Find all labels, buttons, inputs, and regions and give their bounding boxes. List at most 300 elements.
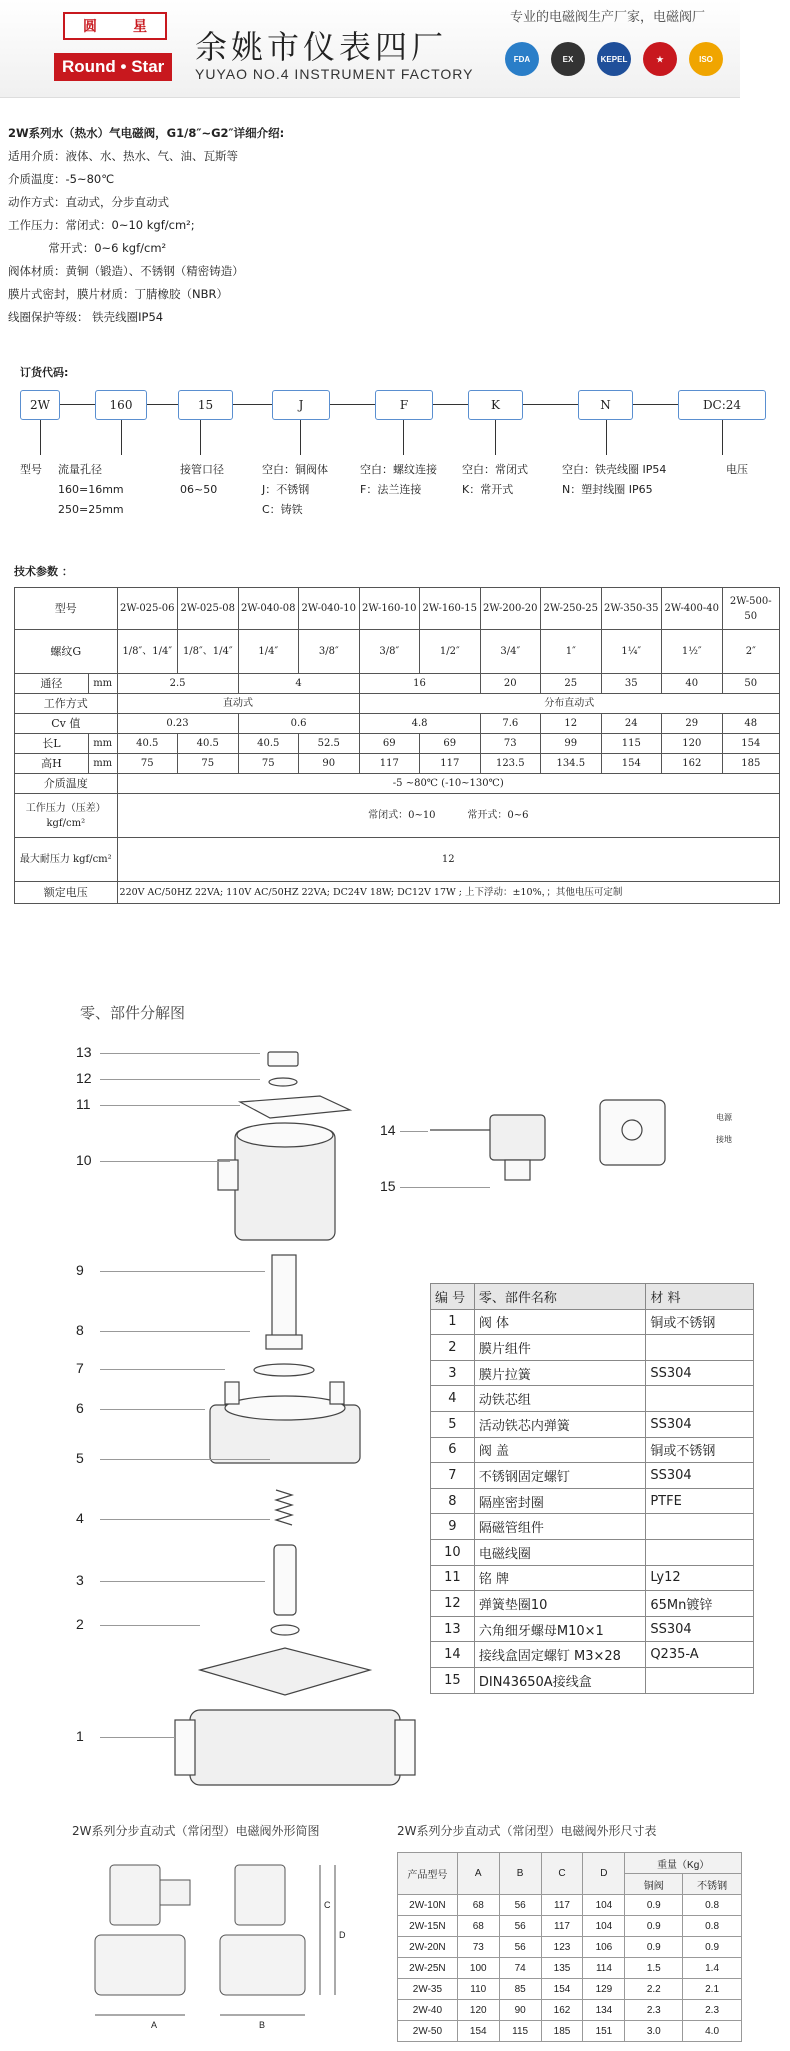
thread-cell: 1/8″、1/4″ xyxy=(117,630,178,674)
cv-cell: 24 xyxy=(601,714,662,734)
table-row xyxy=(431,1488,754,1514)
leader-line xyxy=(100,1519,270,1520)
height-cell: 75 xyxy=(117,754,178,774)
tech-table xyxy=(14,587,780,904)
tech-row-thread xyxy=(15,630,780,674)
legend-line: C：铸铁 xyxy=(262,503,303,516)
cell: 隔座密封圈 xyxy=(474,1488,645,1514)
leader-line xyxy=(100,1079,260,1080)
factory-name: 余姚市仪表四厂 xyxy=(195,28,448,66)
thread-cell: 3/8″ xyxy=(359,630,420,674)
legend-line: N：塑封线圈 IP65 xyxy=(562,483,653,496)
legend-line: 空白：铜阀体 xyxy=(262,463,328,476)
cell: 90 xyxy=(499,2000,541,2021)
voltage-cell: 220V AC/50HZ 22VA; 110V AC/50HZ 22VA; DC24V 18W; DC12V 17W ; 上下浮动：±10%，；其他电压可定制 xyxy=(117,882,779,904)
cell: 隔磁管组件 xyxy=(474,1514,645,1540)
tech-row-length xyxy=(15,734,780,754)
code-drop xyxy=(722,420,723,455)
screw-part xyxy=(225,1382,239,1404)
dim-letter: B xyxy=(259,2020,266,2030)
bore-cell: 16 xyxy=(359,674,480,694)
cv-cell: 7.6 xyxy=(480,714,541,734)
cell: 0.9 xyxy=(683,1937,742,1958)
tech-row-height xyxy=(15,754,780,774)
table-row xyxy=(398,1979,742,2000)
logo-text: Round • Star xyxy=(54,53,172,81)
cell: 2W-50 xyxy=(398,2021,458,2042)
cell: 154 xyxy=(457,2021,499,2042)
intro-line: 线圈保护等级： 铁壳线圈IP54 xyxy=(8,310,164,324)
length-cell: 115 xyxy=(601,734,662,754)
logo-char-1: 圆 xyxy=(83,19,97,35)
height-cell: 75 xyxy=(238,754,299,774)
col-header: A xyxy=(457,1853,499,1895)
code-box: 15 xyxy=(178,390,233,420)
cell xyxy=(646,1539,754,1565)
cell: SS304 xyxy=(646,1411,754,1437)
cell: Ly12 xyxy=(646,1565,754,1591)
cell: 2.1 xyxy=(683,1979,742,2000)
thread-cell: 1/2″ xyxy=(420,630,481,674)
intro-line: 适用介质：液体、水、热水、气、油、瓦斯等 xyxy=(8,149,238,163)
cell: 114 xyxy=(583,1958,625,1979)
row-label: Cv 值 xyxy=(15,714,118,734)
cell xyxy=(646,1667,754,1693)
model-cell: 2W-160-15 xyxy=(420,588,481,630)
body-port xyxy=(175,1720,195,1775)
leader-line xyxy=(100,1459,270,1460)
table-row xyxy=(398,1895,742,1916)
part-number: 3 xyxy=(76,1572,84,1588)
cell: 膜片拉簧 xyxy=(474,1360,645,1386)
length-cell: 120 xyxy=(662,734,723,754)
row-label: 介质温度 xyxy=(15,774,118,794)
cell: 13 xyxy=(431,1616,475,1642)
table-row xyxy=(398,1958,742,1979)
row-label: 工作压力（压差）kgf/cm² xyxy=(15,794,118,838)
leader-line xyxy=(100,1581,265,1582)
factory-name-en: YUYAO NO.4 INSTRUMENT FACTORY xyxy=(195,66,474,82)
cell: 104 xyxy=(583,1916,625,1937)
legend-line: F：法兰连接 xyxy=(360,483,422,496)
temp-cell: -5 ~80℃ (-10~130℃) xyxy=(117,774,779,794)
outline-drawing xyxy=(80,1845,370,2035)
cell: 56 xyxy=(499,1937,541,1958)
cell: 接线盒固定螺钉 M3×28 xyxy=(474,1642,645,1668)
cert-icons xyxy=(505,42,723,76)
intro-title: 2W系列水（热水）气电磁阀，G1/8″~G2″详细介绍: xyxy=(8,126,285,140)
dims-table xyxy=(397,1852,742,2042)
legend-type: 型号 xyxy=(20,463,42,476)
cell: 0.8 xyxy=(683,1916,742,1937)
slogan: 专业的电磁阀生产厂家，电磁阀厂 xyxy=(510,10,706,25)
length-cell: 73 xyxy=(480,734,541,754)
part-number: 10 xyxy=(76,1152,92,1168)
cell: Q235-A xyxy=(646,1642,754,1668)
cell: 56 xyxy=(499,1916,541,1937)
unit-cell: mm xyxy=(88,754,117,774)
thread-cell: 1/4″ xyxy=(238,630,299,674)
diaphragm-part xyxy=(200,1648,370,1695)
cert-icon: ISO xyxy=(689,42,723,76)
leader-line xyxy=(100,1331,250,1332)
bore-cell: 20 xyxy=(480,674,541,694)
height-cell: 134.5 xyxy=(541,754,602,774)
col-header: 铜阀 xyxy=(625,1874,683,1895)
bonnet-top xyxy=(225,1396,345,1420)
length-cell: 40.5 xyxy=(178,734,239,754)
nameplate-part xyxy=(240,1096,350,1118)
cell xyxy=(646,1335,754,1361)
cell: 8 xyxy=(431,1488,475,1514)
maxp-cell: 12 xyxy=(117,838,779,882)
cell: 85 xyxy=(499,1979,541,2000)
legend-line: 流量孔径 xyxy=(58,463,102,476)
cell: 1.4 xyxy=(683,1958,742,1979)
thread-cell: 1½″ xyxy=(662,630,723,674)
row-label: 工作方式 xyxy=(15,694,118,714)
cell: 2.3 xyxy=(625,2000,683,2021)
length-cell: 154 xyxy=(722,734,779,754)
leader-line xyxy=(400,1131,428,1132)
action-cell: 直动式 xyxy=(117,694,359,714)
legend-conn xyxy=(360,460,437,500)
cell: 68 xyxy=(457,1895,499,1916)
model-cell: 2W-040-08 xyxy=(238,588,299,630)
code-box: K xyxy=(468,390,523,420)
cell: SS304 xyxy=(646,1463,754,1489)
cell: 65Mn镀锌 xyxy=(646,1591,754,1617)
cell: 117 xyxy=(541,1895,583,1916)
height-cell: 75 xyxy=(178,754,239,774)
cell: 5 xyxy=(431,1411,475,1437)
col-header: 零、部件名称 xyxy=(474,1284,645,1310)
cell: 3 xyxy=(431,1360,475,1386)
cell: 110 xyxy=(457,1979,499,2000)
cell: 6 xyxy=(431,1437,475,1463)
table-row xyxy=(431,1539,754,1565)
cell: 151 xyxy=(583,2021,625,2042)
leader-line xyxy=(100,1271,265,1272)
cell: 4 xyxy=(431,1386,475,1412)
model-cell: 2W-400-40 xyxy=(662,588,723,630)
col-header: 编 号 xyxy=(431,1284,475,1310)
exploded-title: 零、部件分解图 xyxy=(80,1004,186,1022)
legend-voltage: 电压 xyxy=(726,463,748,476)
model-cell: 2W-250-25 xyxy=(541,588,602,630)
cell: 2W-10N xyxy=(398,1895,458,1916)
code-box: DC:24 xyxy=(678,390,766,420)
intro-line: 阀体材质：黄铜（锻造）、不锈钢（精密铸造） xyxy=(8,264,244,278)
cell: 不锈钢固定螺钉 xyxy=(474,1463,645,1489)
dim-letter: D xyxy=(339,1930,346,1940)
table-row xyxy=(431,1360,754,1386)
table-row xyxy=(398,2000,742,2021)
model-cell: 2W-040-10 xyxy=(299,588,360,630)
action-cell: 分布直动式 xyxy=(359,694,779,714)
cell: 14 xyxy=(431,1642,475,1668)
height-cell: 117 xyxy=(359,754,420,774)
cell: 1.5 xyxy=(625,1958,683,1979)
outline-title: 2W系列分步直动式（常闭型）电磁阀外形简图 xyxy=(72,1824,320,1838)
part-number: 4 xyxy=(76,1510,84,1526)
tech-row-model xyxy=(15,588,780,630)
height-cell: 162 xyxy=(662,754,723,774)
cell: 阀 盖 xyxy=(474,1437,645,1463)
table-row xyxy=(431,1386,754,1412)
model-cell: 2W-160-10 xyxy=(359,588,420,630)
part-number: 13 xyxy=(76,1044,92,1060)
part-number: 5 xyxy=(76,1450,84,1466)
cv-cell: 48 xyxy=(722,714,779,734)
length-cell: 40.5 xyxy=(238,734,299,754)
front-coil xyxy=(110,1865,160,1925)
parts-header xyxy=(431,1284,754,1310)
code-drop xyxy=(121,420,122,455)
cell: 135 xyxy=(541,1958,583,1979)
tech-row-cv xyxy=(15,714,780,734)
cert-icon: FDA xyxy=(505,42,539,76)
code-box: J xyxy=(272,390,330,420)
model-cell: 2W-200-20 xyxy=(480,588,541,630)
junction-box-hole xyxy=(622,1120,642,1140)
part-number: 12 xyxy=(76,1070,92,1086)
cert-icon: EX xyxy=(551,42,585,76)
bore-cell: 35 xyxy=(601,674,662,694)
coil-top xyxy=(237,1123,333,1147)
cell: 56 xyxy=(499,1895,541,1916)
row-label: 通径 xyxy=(15,674,89,694)
cell: 电磁线圈 xyxy=(474,1539,645,1565)
legend-coil xyxy=(562,460,666,500)
part-number: 1 xyxy=(76,1728,84,1744)
code-drop xyxy=(495,420,496,455)
height-cell: 90 xyxy=(299,754,360,774)
body-part xyxy=(190,1710,400,1785)
thread-cell: 1/8″、1/4″ xyxy=(178,630,239,674)
cell: 73 xyxy=(457,1937,499,1958)
code-drop xyxy=(300,420,301,455)
cell: 2W-25N xyxy=(398,1958,458,1979)
unit-cell: mm xyxy=(88,674,117,694)
part-number: 6 xyxy=(76,1400,84,1416)
cert-icon: KEPEL xyxy=(597,42,631,76)
logo-badge xyxy=(63,12,167,40)
nut-part xyxy=(268,1052,298,1066)
tech-row-bore xyxy=(15,674,780,694)
cv-cell: 4.8 xyxy=(359,714,480,734)
code-box: F xyxy=(375,390,433,420)
cell: 9 xyxy=(431,1514,475,1540)
table-row xyxy=(431,1642,754,1668)
code-drop xyxy=(403,420,404,455)
cell: 铭 牌 xyxy=(474,1565,645,1591)
legend-line: 06~50 xyxy=(180,483,218,496)
intro-line: 工作压力：常闭式：0~10 kgf/cm²; xyxy=(8,218,195,232)
cell: 129 xyxy=(583,1979,625,2000)
cell: 铜或不锈钢 xyxy=(646,1309,754,1335)
pressure-cell: 常闭式：0~10 常开式：0~6 xyxy=(117,794,779,838)
col-header: 产品型号 xyxy=(398,1853,458,1895)
cv-cell: 0.6 xyxy=(238,714,359,734)
dim-letter: C xyxy=(324,1900,331,1910)
code-box: N xyxy=(578,390,633,420)
cell: 7 xyxy=(431,1463,475,1489)
bore-cell: 4 xyxy=(238,674,359,694)
cell: 阀 体 xyxy=(474,1309,645,1335)
model-cell: 2W-025-06 xyxy=(117,588,178,630)
leader-line xyxy=(100,1409,205,1410)
cell: 115 xyxy=(499,2021,541,2042)
legend-line: 空白：常闭式 xyxy=(462,463,528,476)
cell: 0.9 xyxy=(625,1895,683,1916)
part-number: 7 xyxy=(76,1360,84,1376)
side-label: 电源 xyxy=(716,1113,732,1122)
code-box: 160 xyxy=(95,390,147,420)
length-cell: 69 xyxy=(420,734,481,754)
cell: 106 xyxy=(583,1937,625,1958)
part-number: 11 xyxy=(76,1096,91,1112)
bore-cell: 2.5 xyxy=(117,674,238,694)
col-header: B xyxy=(499,1853,541,1895)
cell: 铜或不锈钢 xyxy=(646,1437,754,1463)
tube-part xyxy=(272,1255,296,1345)
table-row xyxy=(431,1335,754,1361)
length-cell: 52.5 xyxy=(299,734,360,754)
leader-line xyxy=(100,1105,240,1106)
intro-line: 常开式：0~6 kgf/cm² xyxy=(8,241,167,255)
tube-base xyxy=(266,1335,302,1349)
part-number: 15 xyxy=(380,1178,396,1194)
table-row xyxy=(431,1616,754,1642)
length-cell: 69 xyxy=(359,734,420,754)
table-row xyxy=(431,1565,754,1591)
height-cell: 123.5 xyxy=(480,754,541,774)
cell: 1 xyxy=(431,1309,475,1335)
front-body xyxy=(95,1935,185,1995)
row-label: 高H xyxy=(15,754,89,774)
parts-table xyxy=(430,1283,754,1694)
tech-row-pressure xyxy=(15,794,780,838)
cell: DIN43650A接线盒 xyxy=(474,1667,645,1693)
cv-cell: 29 xyxy=(662,714,723,734)
brand-logo xyxy=(8,8,168,86)
table-row xyxy=(431,1463,754,1489)
legend-line: J：不锈钢 xyxy=(262,483,310,496)
part-number: 2 xyxy=(76,1616,84,1632)
cell: 弹簧垫圈10 xyxy=(474,1591,645,1617)
junction-box-gland xyxy=(505,1160,530,1180)
unit-cell: mm xyxy=(88,734,117,754)
part-number: 14 xyxy=(380,1122,396,1138)
intro-line: 膜片式密封，膜片材质：丁腈橡胶（NBR） xyxy=(8,287,228,301)
logo-char-2: 星 xyxy=(133,19,147,35)
cell: 2 xyxy=(431,1335,475,1361)
thread-cell: 1″ xyxy=(541,630,602,674)
legend-line: 空白：螺纹连接 xyxy=(360,463,437,476)
thread-cell: 3/4″ xyxy=(480,630,541,674)
body-port xyxy=(395,1720,415,1775)
cell: SS304 xyxy=(646,1616,754,1642)
intro-line: 介质温度：-5~80℃ xyxy=(8,172,115,186)
side-label: 接地 xyxy=(716,1135,732,1144)
cell: 15 xyxy=(431,1667,475,1693)
legend-line: 160=16mm xyxy=(58,483,124,496)
cell: 0.8 xyxy=(683,1895,742,1916)
table-row xyxy=(431,1514,754,1540)
model-cell: 2W-350-35 xyxy=(601,588,662,630)
tech-row-temp xyxy=(15,774,780,794)
col-header: C xyxy=(541,1853,583,1895)
legend-body xyxy=(262,460,328,520)
tech-label: 技术参数 ： xyxy=(14,565,73,578)
side-coil xyxy=(235,1865,285,1925)
length-cell: 40.5 xyxy=(117,734,178,754)
cell: 11 xyxy=(431,1565,475,1591)
code-drop xyxy=(40,420,41,455)
leader-line xyxy=(100,1737,175,1738)
col-header: 不锈钢 xyxy=(683,1874,742,1895)
code-box: 2W xyxy=(20,390,60,420)
cell: 2.2 xyxy=(625,1979,683,2000)
cell: 185 xyxy=(541,2021,583,2042)
cell: 0.9 xyxy=(625,1916,683,1937)
cell: 120 xyxy=(457,2000,499,2021)
cell: 2W-40 xyxy=(398,2000,458,2021)
col-header: 重量（Kg） xyxy=(625,1853,742,1874)
tech-row-action xyxy=(15,694,780,714)
cell: 68 xyxy=(457,1916,499,1937)
height-cell: 154 xyxy=(601,754,662,774)
table-row xyxy=(431,1411,754,1437)
coil-terminal xyxy=(218,1160,238,1190)
cell: 活动铁芯内弹簧 xyxy=(474,1411,645,1437)
table-row xyxy=(431,1667,754,1693)
page-header xyxy=(0,0,740,98)
legend-line: 空白：铁壳线圈 IP54 xyxy=(562,463,667,476)
diaphragm-spring xyxy=(271,1625,299,1635)
dim-letter: A xyxy=(151,2020,158,2030)
table-row xyxy=(431,1591,754,1617)
legend-line: 接管口径 xyxy=(180,463,224,476)
leader-line xyxy=(100,1053,260,1054)
code-drop xyxy=(606,420,607,455)
thread-cell: 1¼″ xyxy=(601,630,662,674)
cell: 104 xyxy=(583,1895,625,1916)
cell: 2.3 xyxy=(683,2000,742,2021)
row-label: 最大耐压力 kgf/cm² xyxy=(15,838,118,882)
cell: 154 xyxy=(541,1979,583,2000)
legend-mode xyxy=(462,460,528,500)
dims-header xyxy=(398,1853,742,1874)
side-body xyxy=(220,1935,305,1995)
thread-cell: 3/8″ xyxy=(299,630,360,674)
height-cell: 117 xyxy=(420,754,481,774)
length-cell: 99 xyxy=(541,734,602,754)
table-row xyxy=(398,2021,742,2042)
row-label: 型号 xyxy=(15,588,118,630)
cell: 2W-35 xyxy=(398,1979,458,2000)
cell: 74 xyxy=(499,1958,541,1979)
cell: 2W-20N xyxy=(398,1937,458,1958)
row-label: 螺纹G xyxy=(15,630,118,674)
part-number: 9 xyxy=(76,1262,84,1278)
leader-line xyxy=(100,1369,225,1370)
cell: 膜片组件 xyxy=(474,1335,645,1361)
code-drop xyxy=(200,420,201,455)
col-header: 材 料 xyxy=(646,1284,754,1310)
order-code-row xyxy=(20,390,780,420)
